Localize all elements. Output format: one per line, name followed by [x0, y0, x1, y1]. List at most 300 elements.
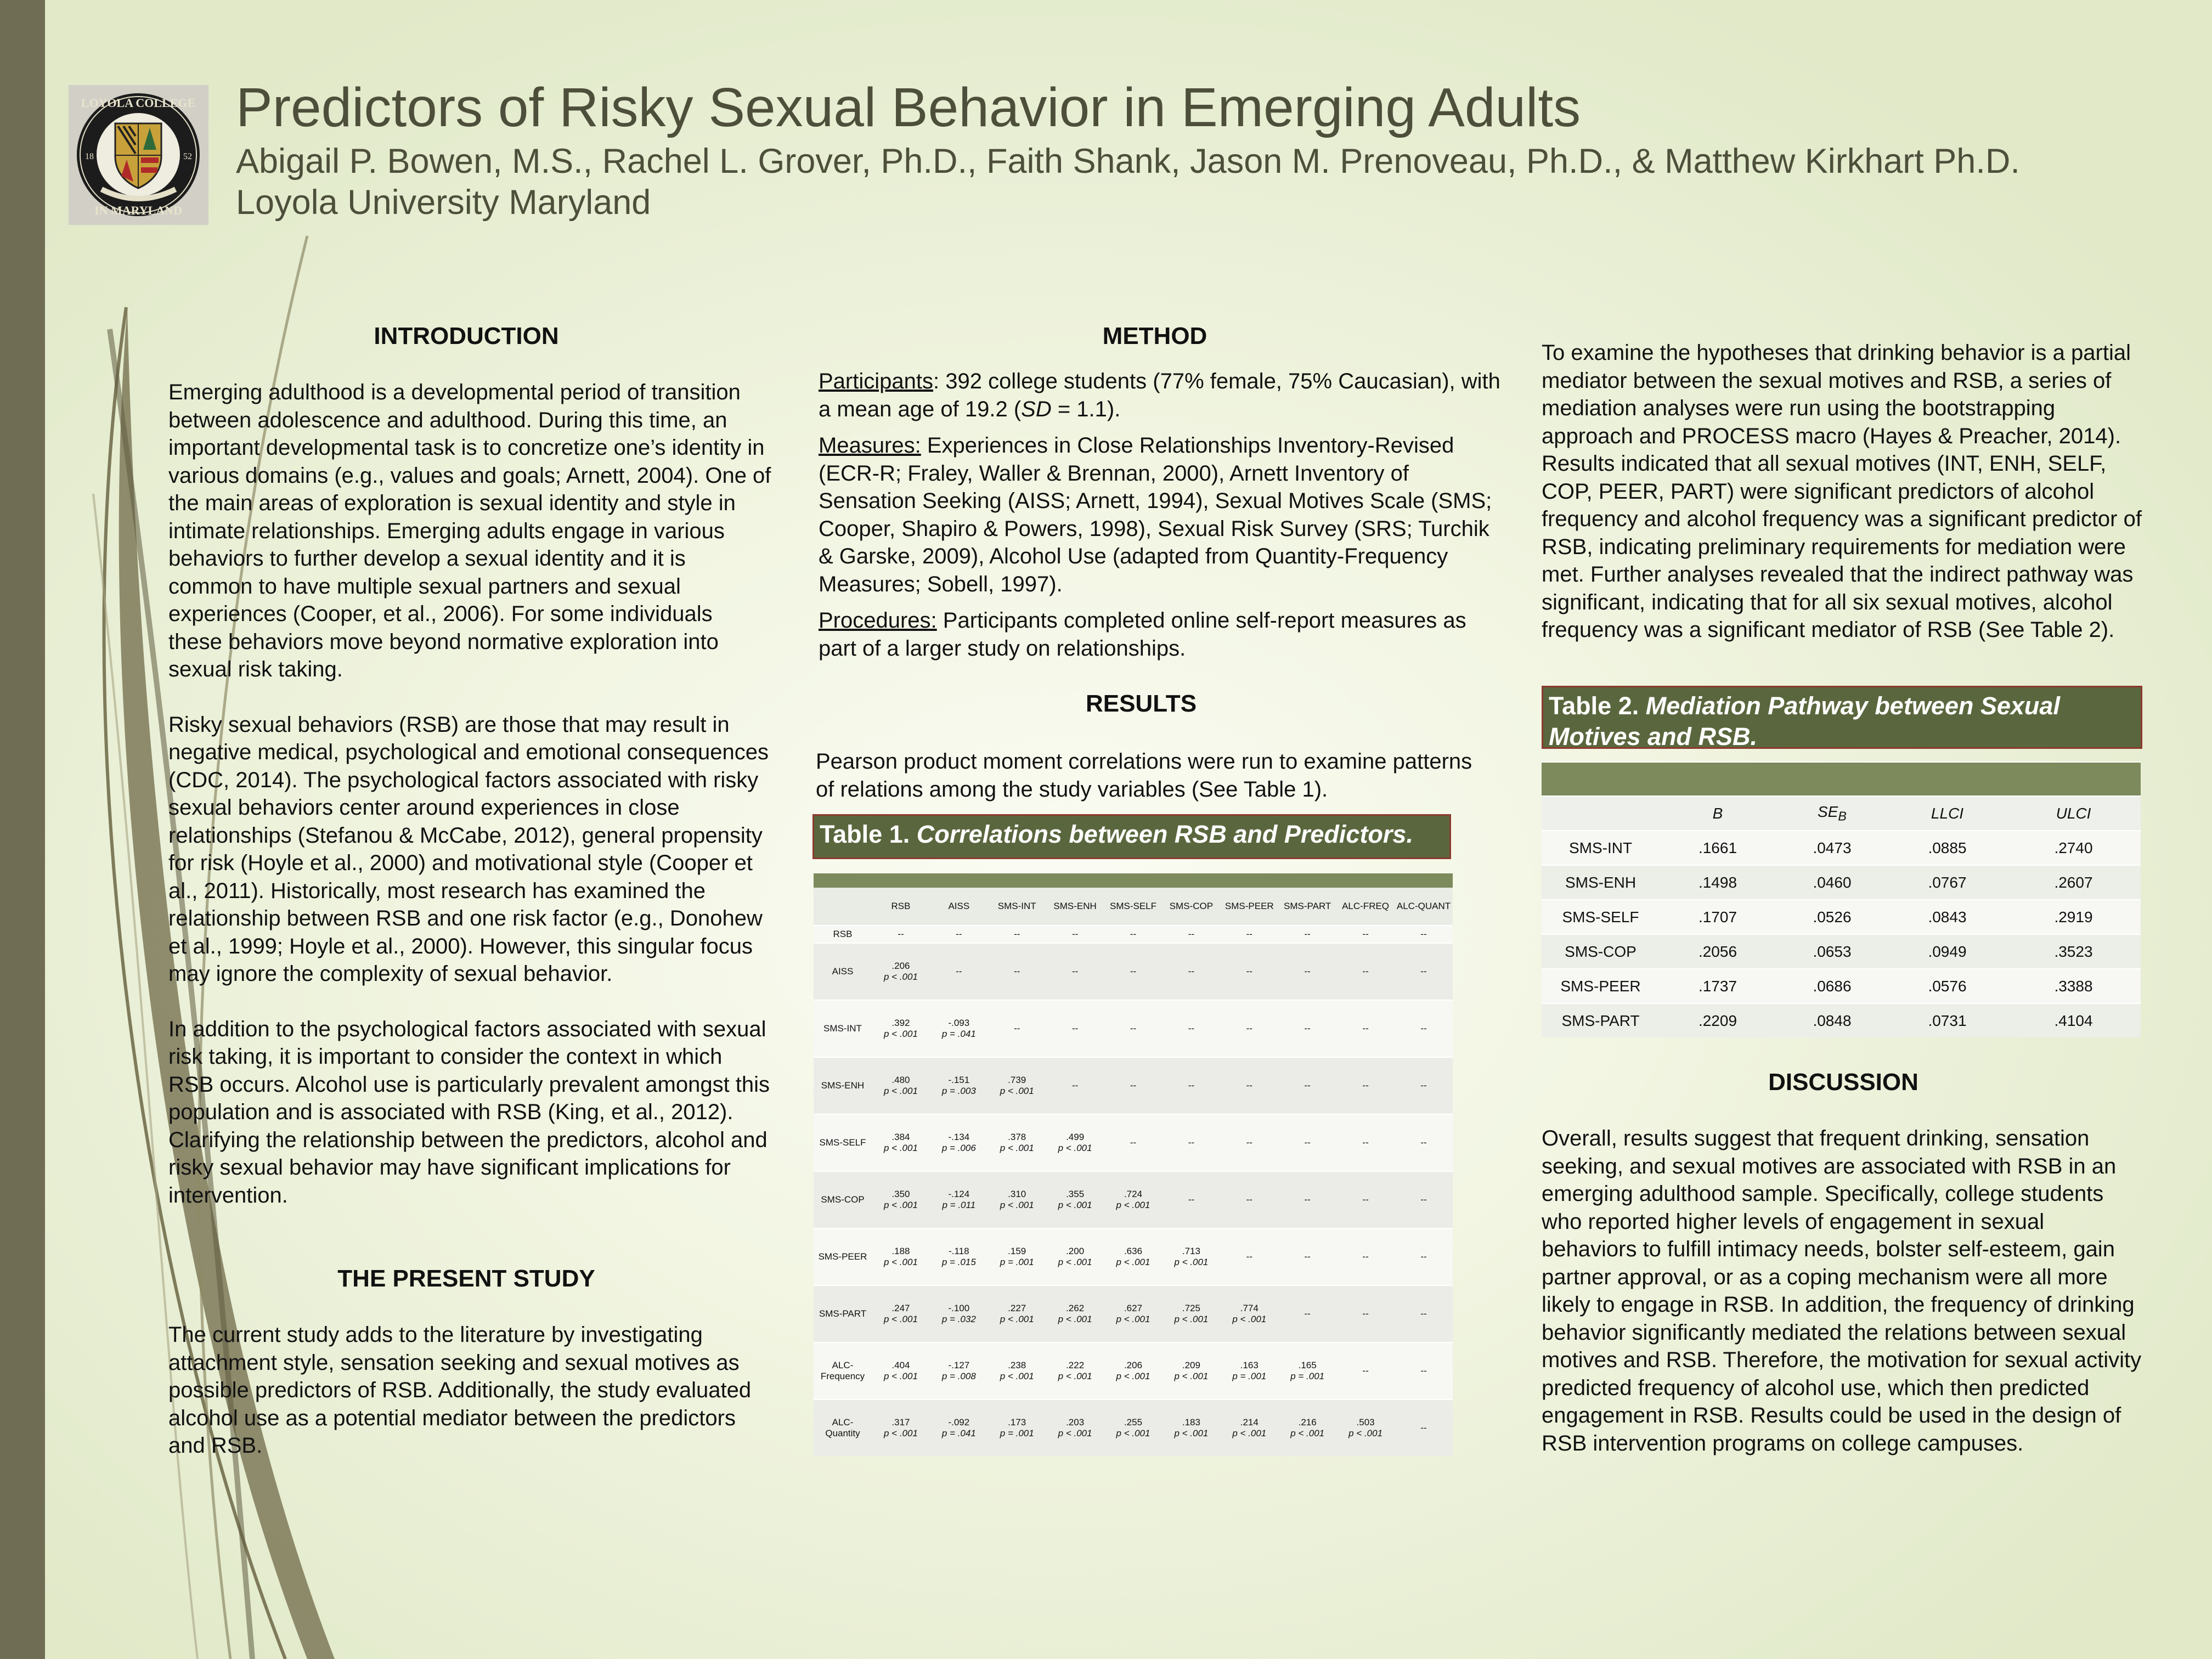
seal-year-left: 18 — [85, 152, 94, 161]
table1-cell-value: -- — [1362, 966, 1369, 977]
table2-cell-se: .0686 — [1776, 969, 1888, 1003]
table1-cell-value: .503 — [1356, 1417, 1375, 1427]
table1-cell — [1104, 1342, 1163, 1400]
procedures-label: Procedures: — [819, 608, 937, 633]
table1-cell — [930, 1228, 988, 1285]
measures-text: Experiences in Close Relationships Inventory-Revised (ECR-R; Fraley, Waller & Brennan, 2000), Arnett Inventory of Sensation Seeking (AISS; Arnett, 1994), Sexual Motives Scale (SMS; Cooper, Shapiro & Powers, 1998), Sexual Risk Survey (SRS; Turchik & Garske, 2009), Alcohol Use (adapted from Quantity-Frequency Measures; Sobell, 1997). — [819, 433, 1492, 596]
table1-column-header: AISS — [930, 888, 988, 926]
table1-cell-pvalue: p < .001 — [1116, 1200, 1150, 1210]
seal-text-top: LOYOLA COLLEGE — [81, 96, 196, 110]
table1-cell — [1395, 1285, 1453, 1342]
table2-body — [1542, 831, 2141, 1037]
participants-sd: SD — [1021, 397, 1052, 421]
present-study-heading: THE PRESENT STUDY — [337, 1265, 595, 1292]
table1-cell-value: .355 — [1066, 1189, 1085, 1199]
table1-column-header: SMS-INT — [988, 888, 1046, 926]
intro-paragraph-2: Risky sexual behaviors (RSB) are those that may result in negative medical, psychological and emotional consequences (CDC, 2014). The psychological factors associated with risky sexual behaviors center around experiences in close relationships (Stefanou & McCabe, 2012), general propensity for risk (Hoyle et al., 2000) and motivational style (Cooper et al., 2011). Historically, most research has examined the relationship between RSB and one risk factor (e.g., Donohew et al., 1999; Hoyle et al., 2000). However, this singular focus may ignore the complexity of sexual behavior. — [168, 712, 769, 986]
table1-cell — [1104, 1114, 1163, 1171]
table1-cell-value: -- — [1420, 1423, 1427, 1433]
table1-cell-pvalue: p < .001 — [1116, 1257, 1150, 1267]
table1-cell-value: .165 — [1298, 1360, 1317, 1370]
table2-col-se-sub: B — [1838, 809, 1847, 823]
procedures-paragraph — [819, 607, 1504, 662]
table1-cell-value: .739 — [1008, 1075, 1026, 1085]
table1-cell — [1220, 943, 1278, 1000]
table1-cell — [1046, 1114, 1104, 1171]
table1-cell — [1220, 1228, 1278, 1285]
table1-cell-pvalue: p < .001 — [1174, 1257, 1209, 1267]
table1-cell — [1162, 926, 1220, 943]
table1-cell-value: -- — [1304, 1251, 1311, 1262]
table1-cell — [1104, 1228, 1163, 1285]
table1-cell-pvalue: p < .001 — [1058, 1314, 1092, 1324]
table1-cell — [988, 1114, 1046, 1171]
table2-col-b: B — [1660, 796, 1776, 831]
table1-cell-value: -.093 — [948, 1018, 970, 1028]
table1-column-header: SMS-PEER — [1220, 888, 1278, 926]
table1-cell — [1395, 1000, 1453, 1057]
participants-paragraph — [819, 368, 1504, 423]
table2-col-se-text: SE — [1818, 803, 1838, 820]
table1-cell-value: .206 — [891, 961, 910, 971]
table1-cell — [1220, 1114, 1278, 1171]
table2-cell-b: .1707 — [1660, 900, 1776, 934]
university-seal-logo — [69, 85, 208, 225]
table1-cell — [1220, 1400, 1278, 1456]
table1-cell-value: .216 — [1298, 1417, 1317, 1427]
table1-cell-pvalue: p < .001 — [1174, 1428, 1209, 1438]
table1-cell-value: -- — [1071, 1080, 1079, 1091]
table1-cell-pvalue: p < .001 — [1058, 1371, 1092, 1381]
table1-cell — [872, 1285, 930, 1342]
table1-cell-value: .159 — [1008, 1246, 1026, 1256]
table1-cell — [1278, 1171, 1336, 1228]
table1-cell-pvalue: p < .001 — [1116, 1314, 1150, 1324]
table1-row — [814, 1228, 1453, 1285]
table2-col-ulci: ULCI — [2006, 796, 2141, 831]
table1-cell-value: .206 — [1124, 1360, 1143, 1370]
table1-cell-value: -- — [1188, 1023, 1195, 1034]
table1-cell-pvalue: p = .001 — [1232, 1371, 1267, 1381]
results-heading: RESULTS — [1085, 690, 1197, 717]
table1-cell-value: -- — [1130, 966, 1137, 977]
table1-cell — [1104, 1285, 1163, 1342]
table1-cell — [1336, 1342, 1395, 1400]
table1-cell — [872, 1057, 930, 1114]
table1-cell-pvalue: p < .001 — [1232, 1428, 1267, 1438]
table1-cell-pvalue: p = .032 — [941, 1314, 976, 1324]
table1-cell — [930, 1000, 988, 1057]
table1-cell-value: -.134 — [948, 1132, 970, 1142]
table2-cell-se: .0460 — [1776, 865, 1888, 900]
table1-cell — [1162, 1400, 1220, 1456]
measures-paragraph — [819, 432, 1504, 598]
table1-cell — [1220, 1285, 1278, 1342]
table1-cell-pvalue: p < .001 — [1058, 1200, 1092, 1210]
table1-cell — [872, 1171, 930, 1228]
table1-cell-value: -- — [1130, 1023, 1137, 1034]
table1-cell-value: -.092 — [948, 1417, 970, 1427]
mediation-body: To examine the hypotheses that drinking behavior is a partial mediator between the sexual motives and RSB, a series of mediation analyses were run using the bootstrapping approach and PROCESS macro (Hayes & Preacher, 2014). Results indicated that all sexual motives (INT, ENH, SELF, COP, PEER, PART) were significant predictors of alcohol frequency and alcohol frequency was a significant predictor of RSB, indicating preliminary requirements for mediation were met. Further analyses revealed that the indirect pathway was significant, indicating that for all six sexual motives, alcohol frequency was a significant mediator of RSB (See Table 2). — [1542, 341, 2142, 642]
table1-cell-value: .499 — [1066, 1132, 1085, 1142]
table1-cell-value: -.100 — [948, 1303, 970, 1313]
table2-cell-label: SMS-INT — [1542, 831, 1660, 865]
seal-year-right: 52 — [183, 152, 192, 161]
table1-cell-value: -- — [1071, 1023, 1079, 1034]
table1-cell — [1395, 926, 1453, 943]
table1-cell-pvalue: p = .011 — [942, 1200, 976, 1210]
table2-cell-ulci: .4104 — [2006, 1003, 2141, 1037]
table1-cell — [1104, 1057, 1163, 1114]
table1-cell-value: .163 — [1240, 1360, 1259, 1370]
table1-cell — [1220, 1342, 1278, 1400]
table1-cell-pvalue: p < .001 — [1000, 1143, 1034, 1153]
table1-cell-value: -- — [1014, 1023, 1020, 1034]
table1-cell-pvalue: p < .001 — [883, 1200, 918, 1210]
table2-cell-llci: .0843 — [1888, 900, 2006, 934]
table1-cell — [930, 926, 988, 943]
table1-cell-pvalue: p < .001 — [883, 1257, 918, 1267]
table1-cell — [988, 1171, 1046, 1228]
table1-cell-value: -- — [1362, 929, 1369, 939]
table1-cell-value: .724 — [1124, 1189, 1143, 1199]
table1-cell — [872, 1342, 930, 1400]
table1-cell — [1220, 926, 1278, 943]
table2-cell-llci: .0767 — [1888, 865, 2006, 900]
table1-cell-value: -- — [1014, 966, 1020, 977]
table2-cell-label: SMS-SELF — [1542, 900, 1660, 934]
table1-cell-pvalue: p < .001 — [883, 1029, 918, 1039]
table2-corner-cell — [1542, 796, 1660, 831]
table1-cell-pvalue: p = .001 — [1290, 1371, 1325, 1381]
table2-cell-ulci: .2607 — [2006, 865, 2141, 900]
table1-cell-value: -- — [1362, 1023, 1369, 1034]
introduction-heading: INTRODUCTION — [374, 323, 559, 349]
table1-cell-value: -- — [898, 929, 904, 939]
table1-cell — [1336, 1171, 1395, 1228]
table1-cell — [872, 943, 930, 1000]
table2-cell-se: .0653 — [1776, 934, 1888, 969]
table1-cell — [1162, 943, 1220, 1000]
table1-cell-value: -- — [1071, 929, 1079, 939]
table1-cell — [1046, 1171, 1104, 1228]
table1-column-header: SMS-ENH — [1046, 888, 1104, 926]
table1-corner-cell — [814, 888, 872, 926]
table1-cell-value: -- — [1304, 966, 1311, 977]
table1-cell-pvalue: p < .001 — [1232, 1314, 1267, 1324]
table1-cell — [1046, 926, 1104, 943]
table1-cell-value: .725 — [1182, 1303, 1200, 1313]
table1-cell — [1104, 1171, 1163, 1228]
table1-cell-pvalue: p = .015 — [941, 1257, 976, 1267]
table1-cell-value: .203 — [1066, 1417, 1085, 1427]
table1-cell — [872, 1228, 930, 1285]
table1-cell — [872, 1400, 930, 1456]
table1-cell — [1395, 1400, 1453, 1456]
table1-cell-value: .350 — [891, 1189, 910, 1199]
participants-label: Participants — [819, 369, 933, 393]
discussion-body: Overall, results suggest that frequent drinking, sensation seeking, and sexual motives are associated with RSB in an emerging adulthood sample. Specifically, college students who reported higher levels of engagement in sexual behaviors to fulfill intimacy needs, bolster self-esteem, gain partner approval, or as a coping mechanism were all more likely to engage in RSB. In addition, the frequency of drinking behavior significantly mediated the relations between sexual motives and RSB. Therefore, the motivation for sexual activity predicted frequency of alcohol use, which then predicted engagement in RSB. Results could be used in the design of RSB intervention programs on college campuses. — [1542, 1126, 2142, 1455]
table1-cell-value: -- — [1304, 929, 1311, 939]
table1-row-label: SMS-PEER — [814, 1228, 872, 1285]
table1-cell — [988, 943, 1046, 1000]
table1-row — [814, 1342, 1453, 1400]
table1-cell-value: -- — [1246, 1080, 1252, 1091]
table1-cell-pvalue: p < .001 — [1000, 1314, 1034, 1324]
table1-cell — [988, 1228, 1046, 1285]
table1-cell-value: .713 — [1182, 1246, 1200, 1256]
table1-cell-pvalue: p < .001 — [1058, 1257, 1092, 1267]
table1-cell-value: .392 — [891, 1018, 910, 1028]
table1-cell — [988, 1057, 1046, 1114]
table2-cell-llci: .0731 — [1888, 1003, 2006, 1037]
table2-cell-label: SMS-ENH — [1542, 865, 1660, 900]
table1-cell-value: -- — [1188, 1194, 1195, 1205]
table1-cell — [1278, 1057, 1336, 1114]
table1-cell-value: .222 — [1066, 1360, 1085, 1370]
table1-cell-value: .404 — [891, 1360, 910, 1370]
intro-paragraph-1: Emerging adulthood is a developmental period of transition between adolescence and adulthood. During this time, an important developmental task is to concretize one’s identity in various domains (e.g., values and goals; Arnett, 2004). One of the main areas of exploration is sexual identity and style in intimate relationships. Emerging adults engage in various behaviors to further develop a sexual identity and it is common to have multiple sexual partners and sexual experiences (Cooper, et al., 2006). For some individuals these behaviors move beyond normative exploration into sexual risk taking. — [168, 380, 771, 681]
table1-cell — [872, 1114, 930, 1171]
table1-row-label: SMS-ENH — [814, 1057, 872, 1114]
table1-cell-value: -- — [956, 929, 962, 939]
table1-cell — [930, 1400, 988, 1456]
table1-cell — [1104, 1400, 1163, 1456]
table1-row-label: AISS — [814, 943, 872, 1000]
table2-row — [1542, 969, 2141, 1003]
table1-row-label: SMS-PART — [814, 1285, 872, 1342]
table1-cell — [1278, 1400, 1336, 1456]
table1-column-header: ALC-QUANT — [1395, 888, 1453, 926]
table1-cell — [1046, 1228, 1104, 1285]
correlation-table — [814, 873, 1453, 1456]
table1-cell-value: -- — [1362, 1251, 1369, 1262]
table1-cell — [1278, 1342, 1336, 1400]
table1-cell-pvalue: p < .001 — [883, 1143, 918, 1153]
table1-cell-value: -- — [1362, 1365, 1369, 1376]
table1-cell-value: -- — [1362, 1080, 1369, 1091]
table1-cell-value: -.151 — [948, 1075, 970, 1085]
table1-cell — [1162, 1000, 1220, 1057]
table1-cell — [988, 1285, 1046, 1342]
table1-row-label: SMS-INT — [814, 1000, 872, 1057]
table1-cell-value: .384 — [891, 1132, 910, 1142]
table1-cell-pvalue: p < .001 — [1116, 1428, 1150, 1438]
table1-cell-pvalue: p < .001 — [1174, 1371, 1209, 1381]
table1-cell — [930, 1114, 988, 1171]
table1-cell-value: -- — [1420, 1137, 1427, 1148]
table1-cell-pvalue: p = .041 — [941, 1428, 976, 1438]
table1-cell — [1046, 1285, 1104, 1342]
table1-cell-pvalue: p < .001 — [883, 1314, 918, 1324]
table1-cell — [930, 1285, 988, 1342]
table2-cell-ulci: .3523 — [2006, 934, 2141, 969]
table1-cell — [1336, 1228, 1395, 1285]
table1-cell-pvalue: p = .041 — [941, 1029, 976, 1039]
participants-text-b: = 1.1). — [1051, 397, 1121, 421]
table1-cell-pvalue: p < .001 — [1116, 1371, 1150, 1381]
table1-cell-value: .378 — [1008, 1132, 1026, 1142]
table2-cell-se: .0473 — [1776, 831, 1888, 865]
table1-cell-value: .636 — [1124, 1246, 1143, 1256]
table1-cell — [1336, 943, 1395, 1000]
table1-cell — [1278, 1228, 1336, 1285]
poster-affiliation: Loyola University Maryland — [236, 183, 651, 222]
table2-row — [1542, 831, 2141, 865]
table2-cell-ulci: .2919 — [2006, 900, 2141, 934]
table1-cell — [1220, 1057, 1278, 1114]
table1-cell-value: -- — [1420, 1080, 1427, 1091]
table1-cell — [1395, 1057, 1453, 1114]
table1-row — [814, 1400, 1453, 1456]
procedures-text: Participants completed online self-report measures as part of a larger study on relationships. — [819, 608, 1466, 661]
table2-cell-b: .1661 — [1660, 831, 1776, 865]
table1-cell-pvalue: p = .001 — [1000, 1257, 1034, 1267]
table1-cell-value: -- — [1420, 966, 1427, 977]
table2-row — [1542, 1003, 2141, 1037]
table1-cell — [1278, 943, 1336, 1000]
table1-row-label: ALC-Frequency — [814, 1342, 872, 1400]
table1-cell-value: -- — [1188, 929, 1195, 939]
seal-text-bottom: IN MARYLAND — [94, 204, 182, 217]
table2-cell-llci: .0885 — [1888, 831, 2006, 865]
table1-cell — [988, 926, 1046, 943]
table1-cell — [930, 1342, 988, 1400]
table1-cell-pvalue: p = .006 — [941, 1143, 976, 1153]
intro-paragraph-3: In addition to the psychological factors associated with sexual risk taking, it is important to consider the context in which RSB occurs. Alcohol use is particularly prevalent amongst this population and is associated with RSB (King, et al., 2012). Clarifying the relationship between the predictors, alcohol and risky sexual behavior may have significant implications for intervention. — [168, 1017, 770, 1207]
table1-cell — [1278, 1285, 1336, 1342]
table1-cell-value: -- — [1362, 1308, 1369, 1319]
table1-cell-value: .183 — [1182, 1417, 1200, 1427]
table1-cell-value: -- — [1246, 1023, 1252, 1034]
table1-cell-value: -- — [1362, 1137, 1369, 1148]
table1-cell — [1220, 1000, 1278, 1057]
table2-cell-se: .0526 — [1776, 900, 1888, 934]
table1-caption — [812, 814, 1451, 859]
table1-cell-value: -- — [1188, 1080, 1195, 1091]
table1-cell-pvalue: p < .001 — [1058, 1428, 1092, 1438]
table1-cell-pvalue: p < .001 — [1000, 1086, 1034, 1096]
table1-cell-pvalue: p = .003 — [941, 1086, 976, 1096]
table1-cell-pvalue: p < .001 — [883, 1371, 918, 1381]
table1-row — [814, 1000, 1453, 1057]
table2-caption-prefix: Table 2. — [1549, 692, 1639, 720]
table1-cell-value: -- — [956, 966, 962, 977]
table1-cell — [1162, 1171, 1220, 1228]
table1-cell-value: -- — [1420, 929, 1427, 939]
table1-cell-value: -- — [1188, 966, 1195, 977]
table1-cell-value: -- — [1188, 1137, 1195, 1148]
table2-caption — [1542, 686, 2142, 749]
table2-header-row — [1542, 796, 2141, 831]
table1-cell — [988, 1400, 1046, 1456]
table1-cell — [1104, 1000, 1163, 1057]
table1-cell-value: -- — [1130, 929, 1137, 939]
table1-cell — [1278, 1000, 1336, 1057]
table1-caption-title: Correlations between RSB and Predictors. — [916, 820, 1413, 848]
discussion-heading: DISCUSSION — [1768, 1069, 1918, 1096]
table1-cell — [988, 1000, 1046, 1057]
results-body: Pearson product moment correlations were run to examine patterns of relations among the study variables (See Table 1). — [816, 749, 1472, 802]
table1-cell — [1395, 1228, 1453, 1285]
table1-header-row — [814, 888, 1453, 926]
table1-cell — [872, 926, 930, 943]
table1-cell-value: -- — [1246, 1194, 1252, 1205]
table2-header-bar — [1542, 762, 2141, 796]
table1-row-label: ALC-Quantity — [814, 1400, 872, 1456]
table1-row — [814, 1114, 1453, 1171]
table1-cell — [988, 1342, 1046, 1400]
table1-cell-pvalue: p < .001 — [883, 972, 918, 982]
table1-cell — [1278, 1114, 1336, 1171]
table1-cell — [1336, 926, 1395, 943]
table1-row-label: SMS-COP — [814, 1171, 872, 1228]
table1-cell-value: -.118 — [949, 1246, 969, 1256]
table1-cell-value: -- — [1246, 1137, 1252, 1148]
table2-cell-b: .1737 — [1660, 969, 1776, 1003]
table1-caption-prefix: Table 1. — [820, 820, 910, 848]
table1-column-header: SMS-PART — [1278, 888, 1336, 926]
table1-cell-value: -- — [1130, 1137, 1137, 1148]
table2-cell-ulci: .2740 — [2006, 831, 2141, 865]
table2-cell-llci: .0576 — [1888, 969, 2006, 1003]
table1-cell-value: -- — [1246, 966, 1252, 977]
table1-cell-pvalue: p < .001 — [1348, 1428, 1383, 1438]
table1-cell-value: -.127 — [948, 1360, 970, 1370]
table1-cell-pvalue: p < .001 — [883, 1428, 918, 1438]
table1-row — [814, 1285, 1453, 1342]
table1-cell-pvalue: p < .001 — [1000, 1371, 1034, 1381]
table2-cell-b: .2056 — [1660, 934, 1776, 969]
table1-cell-value: -.124 — [948, 1189, 970, 1199]
table1-cell-value: .247 — [891, 1303, 910, 1313]
table2-caption-title: Mediation Pathway between Sexual Motives and RSB. — [1549, 692, 2060, 751]
table1-cell — [1046, 943, 1104, 1000]
table1-cell-pvalue: p < .001 — [1058, 1143, 1092, 1153]
table1-cell-pvalue: p < .001 — [883, 1086, 918, 1096]
table1-cell — [1278, 926, 1336, 943]
table1-cell — [1395, 943, 1453, 1000]
table1-cell-value: -- — [1304, 1137, 1311, 1148]
table1-cell-value: -- — [1304, 1023, 1311, 1034]
table1-cell — [930, 1057, 988, 1114]
table1-row — [814, 1057, 1453, 1114]
table1-cell-pvalue: p = .001 — [1000, 1428, 1034, 1438]
table1-cell — [1395, 1114, 1453, 1171]
measures-label: Measures: — [819, 433, 921, 458]
table1-cell — [1336, 1285, 1395, 1342]
table1-cell — [1395, 1171, 1453, 1228]
method-body — [819, 368, 1504, 662]
table1-row — [814, 1171, 1453, 1228]
table1-cell-pvalue: p = .008 — [941, 1371, 976, 1381]
table1-cell-value: .255 — [1124, 1417, 1143, 1427]
table1-cell — [930, 1171, 988, 1228]
table1-cell — [1162, 1057, 1220, 1114]
table1-cell — [1395, 1342, 1453, 1400]
table1-cell-pvalue: p < .001 — [1174, 1314, 1209, 1324]
table2-cell-ulci: .3388 — [2006, 969, 2141, 1003]
table1-row-label: SMS-SELF — [814, 1114, 872, 1171]
table1-cell-value: .238 — [1008, 1360, 1026, 1370]
poster-authors: Abigail P. Bowen, M.S., Rachel L. Grover, Ph.D., Faith Shank, Jason M. Prenoveau, Ph.D., & Matthew Kirkhart Ph.D. — [236, 142, 2020, 180]
table1-cell-value: .209 — [1182, 1360, 1200, 1370]
table1-cell — [1104, 926, 1163, 943]
table1-cell-value: .200 — [1066, 1246, 1085, 1256]
participants-text-a: : 392 college students (77% female, 75% Caucasian), with a mean age of 19.2 ( — [819, 369, 1500, 421]
table1-cell-value: -- — [1304, 1308, 1311, 1319]
table1-cell — [1336, 1114, 1395, 1171]
